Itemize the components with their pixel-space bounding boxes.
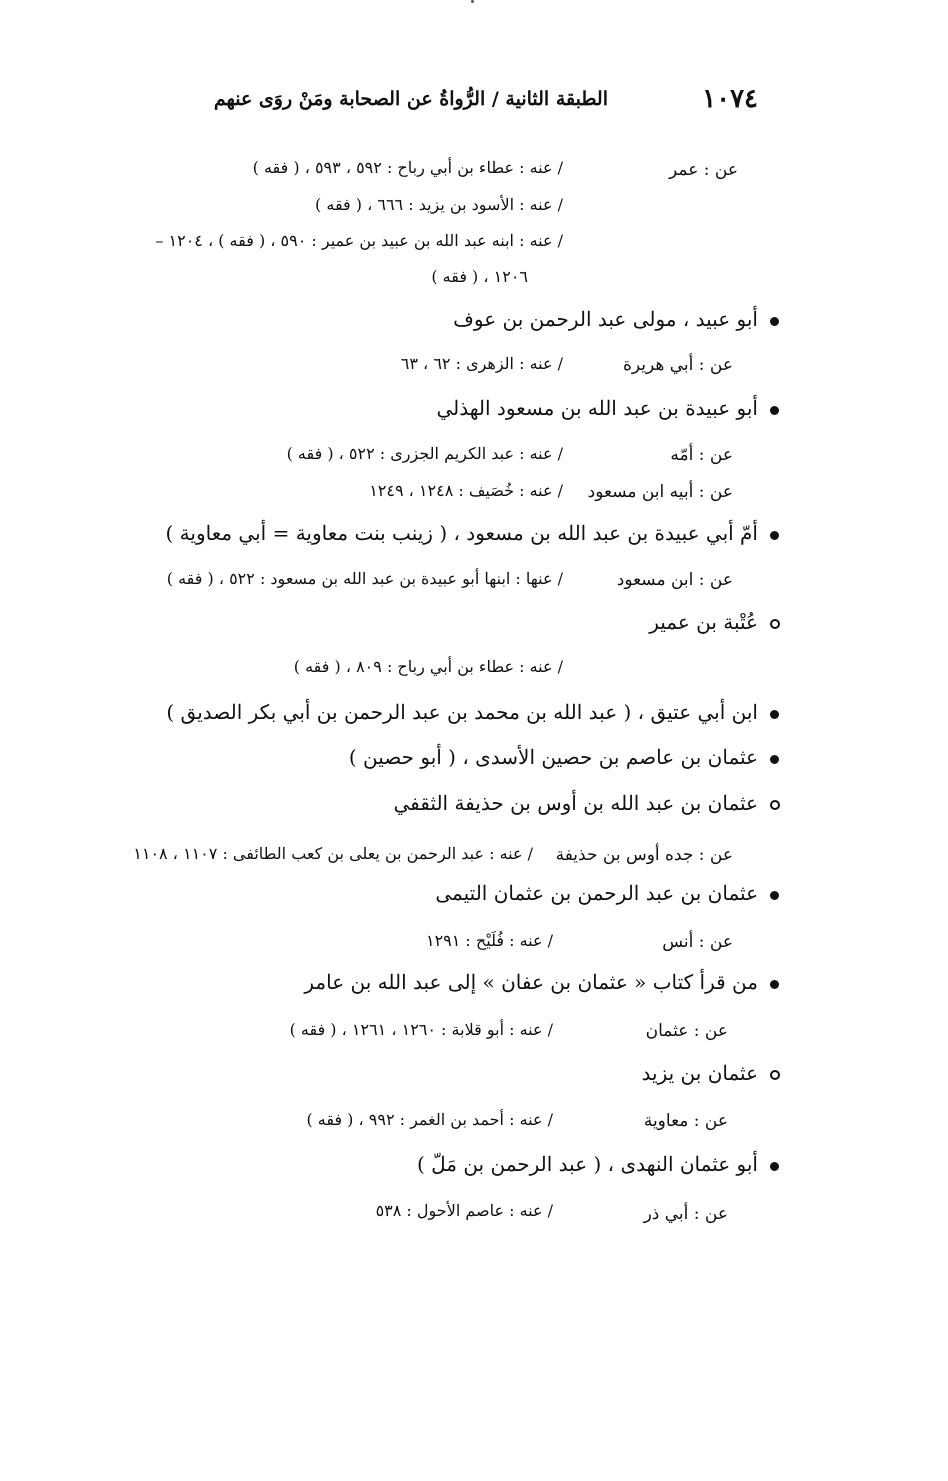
entry-heading: أبو عثمان النهدى ، ( عبد الرحمن بن مَلّ )	[416, 1152, 758, 1176]
narrator-from: عن : أبي هريرة	[622, 355, 733, 375]
entry-heading: أبو عبيد ، مولى عبد الرحمن بن عوف	[453, 307, 758, 331]
bullet-icon	[770, 406, 779, 415]
narrator-to: / عنه : عبد الرحمن بن يعلى بن كعب الطائفى : ١١٠٧ ، ١١٠٨	[133, 844, 533, 863]
bullet-icon	[770, 710, 779, 719]
bullet-icon	[770, 531, 779, 540]
narrator-to: / عنه : عطاء بن أبي رباح : ٨٠٩ ، ( فقه )	[293, 657, 563, 676]
entry-heading: ابن أبي عتيق ، ( عبد الله بن محمد بن عبد الرحمن بن أبي بكر الصديق )	[166, 700, 758, 724]
bullet-icon	[770, 1070, 780, 1080]
scan-speck	[471, 0, 474, 3]
entry-heading: عثمان بن عبد الله بن أوس بن حذيفة الثقفي	[393, 791, 758, 815]
bullet-icon	[770, 891, 779, 900]
bullet-icon	[770, 980, 779, 989]
narrator-to: / عنه : أحمد بن الغمر : ٩٩٢ ، ( فقه )	[306, 1110, 553, 1129]
narrator-to: / عنه : أبو قلابة : ١٢٦٠ ، ١٢٦١ ، ( فقه )	[289, 1020, 553, 1039]
narrator-from: عن : ابن مسعود	[616, 570, 733, 590]
bullet-icon	[770, 619, 780, 629]
entry-heading: عثمان بن يزيد	[641, 1061, 758, 1085]
running-title: الطبقة الثانية / الرُّواةُ عن الصحابة ومَنْ روَى عنهم	[213, 88, 608, 110]
narrator-from: عن : أمّه	[670, 445, 733, 465]
bullet-icon	[770, 1162, 779, 1171]
narrator-to: / عنه : الأسود بن يزيد : ٦٦٦ ، ( فقه )	[315, 195, 563, 214]
narrator-from: عن : أنس	[662, 932, 733, 952]
narrator-from: عن : عثمان	[645, 1021, 728, 1041]
narrator-to: / عنه : فُلَيْح : ١٢٩١	[425, 931, 553, 950]
narrator-to: / عنه : خُصَيف : ١٢٤٨ ، ١٢٤٩	[369, 481, 563, 500]
narrator-to: / عنه : ابنه عبد الله بن عبيد بن عمير : ٥٩٠ ، ( فقه ) ، ١٢٠٤ –	[155, 231, 563, 250]
narrator-from: عن : أبيه ابن مسعود	[587, 482, 733, 502]
entry-heading: أبو عبيدة بن عبد الله بن مسعود الهذلي	[436, 396, 758, 420]
bullet-icon	[770, 755, 779, 764]
entry-heading: عثمان بن عاصم بن حصين الأسدى ، ( أبو حصين )	[348, 745, 758, 769]
narrator-to: / عنه : عبد الكريم الجزرى : ٥٢٢ ، ( فقه )	[286, 444, 563, 463]
narrator-from: عن : أبي ذر	[643, 1204, 728, 1224]
bullet-icon	[770, 317, 779, 326]
narrator-from: عن : عمر	[669, 160, 738, 180]
narrator-to: / عنها : ابنها أبو عبيدة بن عبد الله بن مسعود : ٥٢٢ ، ( فقه )	[166, 569, 563, 588]
bullet-icon	[770, 800, 780, 810]
narrator-to: / عنه : عاصم الأحول : ٥٣٨	[375, 1201, 553, 1220]
narrator-to: / عنه : عطاء بن أبي رباح : ٥٩٢ ، ٥٩٣ ، ( فقه )	[252, 158, 563, 177]
entry-heading: من قرأ كتاب « عثمان بن عفان » إلى عبد الله بن عامر	[304, 970, 758, 994]
entry-heading: عُتْبة بن عمير	[649, 610, 758, 634]
entry-heading: عثمان بن عبد الرحمن بن عثمان التيمى	[435, 881, 758, 905]
page-number: ١٠٧٤	[702, 84, 758, 114]
narrator-from: عن : معاوية	[643, 1111, 728, 1131]
narrator-from: عن : جده أوس بن حذيفة	[555, 845, 733, 865]
entry-heading: أمّ أبي عبيدة بن عبد الله بن مسعود ، ( زينب بنت معاوية = أبي معاوية )	[165, 521, 758, 545]
narrator-to: / عنه : الزهرى : ٦٢ ، ٦٣	[400, 354, 563, 373]
narrator-to-continued: ١٢٠٦ ، ( فقه )	[431, 267, 528, 286]
